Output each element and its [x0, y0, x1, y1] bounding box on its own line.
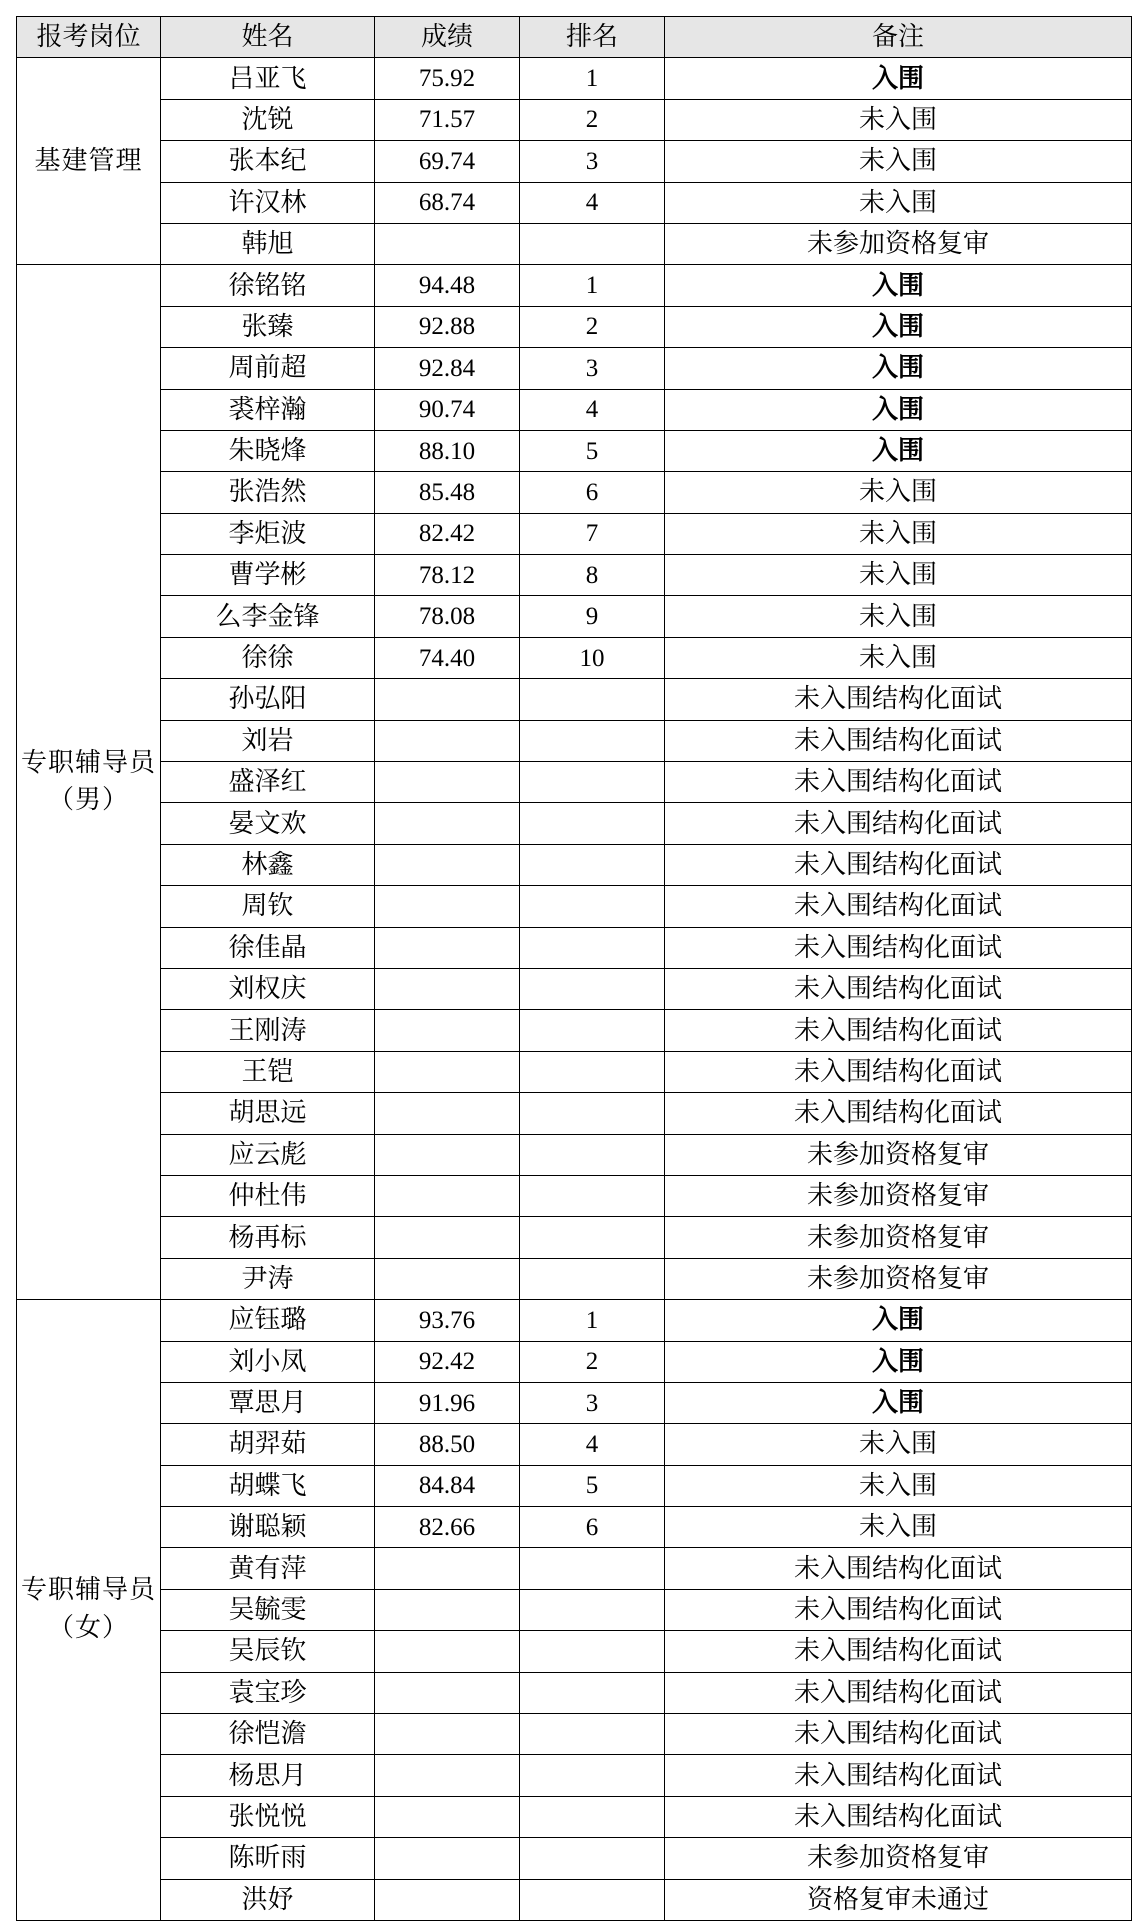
score-cell: 92.42	[375, 1341, 520, 1382]
note-cell: 未入围结构化面试	[665, 679, 1132, 720]
rank-cell: 3	[520, 348, 665, 389]
name-cell: 谢聪颖	[161, 1507, 375, 1548]
score-cell	[375, 844, 520, 885]
name-cell: 李炬波	[161, 513, 375, 554]
note-cell: 未入围	[665, 1424, 1132, 1465]
rank-cell: 4	[520, 1424, 665, 1465]
note-cell: 入围	[665, 348, 1132, 389]
rank-cell	[520, 1755, 665, 1796]
note-cell: 未入围	[665, 1507, 1132, 1548]
score-cell: 90.74	[375, 389, 520, 430]
score-cell	[375, 1714, 520, 1755]
rank-cell	[520, 844, 665, 885]
note-cell: 未入围结构化面试	[665, 1051, 1132, 1092]
table-row	[17, 555, 1132, 596]
score-cell: 69.74	[375, 141, 520, 182]
results-page	[16, 16, 1131, 1921]
name-cell: 胡羿茹	[161, 1424, 375, 1465]
table-row	[17, 1714, 1132, 1755]
name-cell: 胡思远	[161, 1093, 375, 1134]
score-cell: 88.10	[375, 430, 520, 471]
score-cell	[375, 1093, 520, 1134]
note-cell: 入围	[665, 306, 1132, 347]
table-row	[17, 1382, 1132, 1423]
name-cell: 韩旭	[161, 223, 375, 264]
name-cell: 杨再标	[161, 1217, 375, 1258]
note-cell: 未参加资格复审	[665, 1217, 1132, 1258]
name-cell: 应钰璐	[161, 1300, 375, 1341]
note-cell: 未入围结构化面试	[665, 968, 1132, 1009]
rank-cell	[520, 223, 665, 264]
note-cell: 未入围结构化面试	[665, 1631, 1132, 1672]
rank-cell: 3	[520, 141, 665, 182]
results-table	[16, 16, 1132, 1921]
rank-cell	[520, 679, 665, 720]
header-note: 备注	[665, 17, 1132, 58]
score-cell: 92.88	[375, 306, 520, 347]
note-cell: 未入围结构化面试	[665, 803, 1132, 844]
table-row	[17, 1010, 1132, 1051]
rank-cell	[520, 1631, 665, 1672]
note-cell: 未入围结构化面试	[665, 720, 1132, 761]
rank-cell	[520, 1548, 665, 1589]
table-row	[17, 472, 1132, 513]
table-row	[17, 1134, 1132, 1175]
score-cell: 88.50	[375, 1424, 520, 1465]
note-cell: 入围	[665, 58, 1132, 99]
header-score: 成绩	[375, 17, 520, 58]
name-cell: 孙弘阳	[161, 679, 375, 720]
table-row	[17, 265, 1132, 306]
rank-cell	[520, 1672, 665, 1713]
table-row	[17, 58, 1132, 99]
note-cell: 入围	[665, 1300, 1132, 1341]
score-cell	[375, 223, 520, 264]
rank-cell: 2	[520, 306, 665, 347]
note-cell: 入围	[665, 265, 1132, 306]
rank-cell	[520, 1879, 665, 1920]
rank-cell	[520, 1714, 665, 1755]
score-cell	[375, 762, 520, 803]
table-row	[17, 1093, 1132, 1134]
table-row	[17, 1548, 1132, 1589]
name-cell: 么李金锋	[161, 596, 375, 637]
rank-cell: 1	[520, 265, 665, 306]
note-cell: 未入围结构化面试	[665, 1796, 1132, 1837]
note-cell: 未入围结构化面试	[665, 762, 1132, 803]
rank-cell: 1	[520, 1300, 665, 1341]
rank-cell: 6	[520, 1507, 665, 1548]
score-cell: 82.42	[375, 513, 520, 554]
table-body	[17, 58, 1132, 1921]
rank-cell: 7	[520, 513, 665, 554]
note-cell: 未参加资格复审	[665, 1258, 1132, 1299]
name-cell: 胡蝶飞	[161, 1465, 375, 1506]
table-row	[17, 1879, 1132, 1920]
rank-cell	[520, 762, 665, 803]
name-cell: 周前超	[161, 348, 375, 389]
note-cell: 未入围结构化面试	[665, 886, 1132, 927]
table-row	[17, 430, 1132, 471]
table-row	[17, 844, 1132, 885]
name-cell: 徐恺澹	[161, 1714, 375, 1755]
rank-cell: 8	[520, 555, 665, 596]
note-cell: 入围	[665, 1341, 1132, 1382]
score-cell: 93.76	[375, 1300, 520, 1341]
score-cell	[375, 1796, 520, 1837]
name-cell: 徐徐	[161, 637, 375, 678]
rank-cell: 5	[520, 430, 665, 471]
rank-cell: 1	[520, 58, 665, 99]
rank-cell	[520, 1796, 665, 1837]
score-cell	[375, 1217, 520, 1258]
rank-cell: 9	[520, 596, 665, 637]
score-cell	[375, 1755, 520, 1796]
table-row	[17, 141, 1132, 182]
score-cell	[375, 720, 520, 761]
name-cell: 吴毓雯	[161, 1589, 375, 1630]
score-cell	[375, 679, 520, 720]
header-rank: 排名	[520, 17, 665, 58]
score-cell	[375, 1175, 520, 1216]
note-cell: 未入围结构化面试	[665, 927, 1132, 968]
name-cell: 仲杜伟	[161, 1175, 375, 1216]
name-cell: 沈锐	[161, 99, 375, 140]
table-row	[17, 1341, 1132, 1382]
rank-cell	[520, 968, 665, 1009]
name-cell: 周钦	[161, 886, 375, 927]
name-cell: 曹学彬	[161, 555, 375, 596]
note-cell: 未入围	[665, 637, 1132, 678]
note-cell: 未入围	[665, 141, 1132, 182]
rank-cell: 3	[520, 1382, 665, 1423]
note-cell: 未入围	[665, 472, 1132, 513]
table-row	[17, 762, 1132, 803]
rank-cell: 4	[520, 182, 665, 223]
table-row	[17, 182, 1132, 223]
name-cell: 王刚涛	[161, 1010, 375, 1051]
name-cell: 尹涛	[161, 1258, 375, 1299]
rank-cell	[520, 1838, 665, 1879]
table-row	[17, 1755, 1132, 1796]
name-cell: 徐铭铭	[161, 265, 375, 306]
table-row	[17, 1217, 1132, 1258]
table-row	[17, 1175, 1132, 1216]
note-cell: 未入围结构化面试	[665, 1010, 1132, 1051]
score-cell: 75.92	[375, 58, 520, 99]
table-row	[17, 1631, 1132, 1672]
rank-cell: 2	[520, 99, 665, 140]
score-cell: 92.84	[375, 348, 520, 389]
score-cell	[375, 803, 520, 844]
table-row	[17, 1258, 1132, 1299]
table-row	[17, 389, 1132, 430]
name-cell: 吕亚飞	[161, 58, 375, 99]
name-cell: 杨思月	[161, 1755, 375, 1796]
score-cell	[375, 1672, 520, 1713]
rank-cell	[520, 1010, 665, 1051]
note-cell: 未入围	[665, 513, 1132, 554]
name-cell: 林鑫	[161, 844, 375, 885]
score-cell	[375, 927, 520, 968]
score-cell: 78.12	[375, 555, 520, 596]
score-cell: 74.40	[375, 637, 520, 678]
table-row	[17, 927, 1132, 968]
score-cell	[375, 1589, 520, 1630]
header-row	[17, 17, 1132, 58]
score-cell	[375, 1548, 520, 1589]
note-cell: 未入围结构化面试	[665, 1093, 1132, 1134]
rank-cell	[520, 1258, 665, 1299]
rank-cell: 2	[520, 1341, 665, 1382]
note-cell: 未参加资格复审	[665, 1134, 1132, 1175]
score-cell: 84.84	[375, 1465, 520, 1506]
note-cell: 入围	[665, 430, 1132, 471]
score-cell	[375, 1051, 520, 1092]
note-cell: 未入围结构化面试	[665, 1714, 1132, 1755]
note-cell: 未入围结构化面试	[665, 1672, 1132, 1713]
note-cell: 未入围结构化面试	[665, 1548, 1132, 1589]
rank-cell	[520, 720, 665, 761]
name-cell: 刘权庆	[161, 968, 375, 1009]
note-cell: 未入围	[665, 182, 1132, 223]
name-cell: 覃思月	[161, 1382, 375, 1423]
note-cell: 未入围结构化面试	[665, 1755, 1132, 1796]
note-cell: 未参加资格复审	[665, 223, 1132, 264]
table-row	[17, 348, 1132, 389]
name-cell: 陈昕雨	[161, 1838, 375, 1879]
score-cell	[375, 1010, 520, 1051]
note-cell: 未入围	[665, 596, 1132, 637]
rank-cell	[520, 1093, 665, 1134]
score-cell: 82.66	[375, 1507, 520, 1548]
table-row	[17, 720, 1132, 761]
table-row	[17, 1465, 1132, 1506]
name-cell: 王铠	[161, 1051, 375, 1092]
rank-cell	[520, 1589, 665, 1630]
header-position: 报考岗位	[17, 17, 161, 58]
name-cell: 黄有萍	[161, 1548, 375, 1589]
score-cell: 94.48	[375, 265, 520, 306]
position-cell: 专职辅导员（女）	[17, 1300, 161, 1921]
score-cell	[375, 1879, 520, 1920]
name-cell: 张本纪	[161, 141, 375, 182]
name-cell: 刘岩	[161, 720, 375, 761]
table-row	[17, 99, 1132, 140]
note-cell: 未参加资格复审	[665, 1175, 1132, 1216]
position-cell: 专职辅导员（男）	[17, 265, 161, 1300]
name-cell: 张臻	[161, 306, 375, 347]
note-cell: 入围	[665, 1382, 1132, 1423]
rank-cell: 5	[520, 1465, 665, 1506]
score-cell: 85.48	[375, 472, 520, 513]
score-cell	[375, 1838, 520, 1879]
table-row	[17, 1507, 1132, 1548]
name-cell: 晏文欢	[161, 803, 375, 844]
table-row	[17, 637, 1132, 678]
score-cell	[375, 1631, 520, 1672]
rank-cell	[520, 1051, 665, 1092]
name-cell: 袁宝珍	[161, 1672, 375, 1713]
position-cell: 基建管理	[17, 58, 161, 265]
table-row	[17, 223, 1132, 264]
rank-cell	[520, 803, 665, 844]
name-cell: 刘小凤	[161, 1341, 375, 1382]
table-row	[17, 1300, 1132, 1341]
table-row	[17, 1589, 1132, 1630]
table-row	[17, 1424, 1132, 1465]
header-name: 姓名	[161, 17, 375, 58]
table-row	[17, 306, 1132, 347]
note-cell: 未入围结构化面试	[665, 844, 1132, 885]
note-cell: 未入围结构化面试	[665, 1589, 1132, 1630]
table-row	[17, 968, 1132, 1009]
score-cell: 91.96	[375, 1382, 520, 1423]
rank-cell	[520, 886, 665, 927]
name-cell: 裘梓瀚	[161, 389, 375, 430]
rank-cell	[520, 1175, 665, 1216]
score-cell	[375, 968, 520, 1009]
score-cell	[375, 886, 520, 927]
rank-cell: 4	[520, 389, 665, 430]
table-row	[17, 886, 1132, 927]
name-cell: 张浩然	[161, 472, 375, 513]
name-cell: 吴辰钦	[161, 1631, 375, 1672]
note-cell: 资格复审未通过	[665, 1879, 1132, 1920]
rank-cell	[520, 927, 665, 968]
score-cell	[375, 1258, 520, 1299]
table-row	[17, 1672, 1132, 1713]
name-cell: 许汉林	[161, 182, 375, 223]
name-cell: 朱晓烽	[161, 430, 375, 471]
name-cell: 洪妤	[161, 1879, 375, 1920]
table-row	[17, 596, 1132, 637]
rank-cell	[520, 1134, 665, 1175]
table-row	[17, 803, 1132, 844]
table-row	[17, 513, 1132, 554]
rank-cell: 10	[520, 637, 665, 678]
name-cell: 盛泽红	[161, 762, 375, 803]
table-row	[17, 1796, 1132, 1837]
name-cell: 徐佳晶	[161, 927, 375, 968]
table-row	[17, 679, 1132, 720]
name-cell: 张悦悦	[161, 1796, 375, 1837]
table-row	[17, 1051, 1132, 1092]
note-cell: 未入围	[665, 555, 1132, 596]
score-cell: 78.08	[375, 596, 520, 637]
note-cell: 入围	[665, 389, 1132, 430]
table-row	[17, 1838, 1132, 1879]
score-cell	[375, 1134, 520, 1175]
note-cell: 未参加资格复审	[665, 1838, 1132, 1879]
name-cell: 应云彪	[161, 1134, 375, 1175]
note-cell: 未入围	[665, 1465, 1132, 1506]
note-cell: 未入围	[665, 99, 1132, 140]
rank-cell	[520, 1217, 665, 1258]
score-cell: 68.74	[375, 182, 520, 223]
rank-cell: 6	[520, 472, 665, 513]
score-cell: 71.57	[375, 99, 520, 140]
